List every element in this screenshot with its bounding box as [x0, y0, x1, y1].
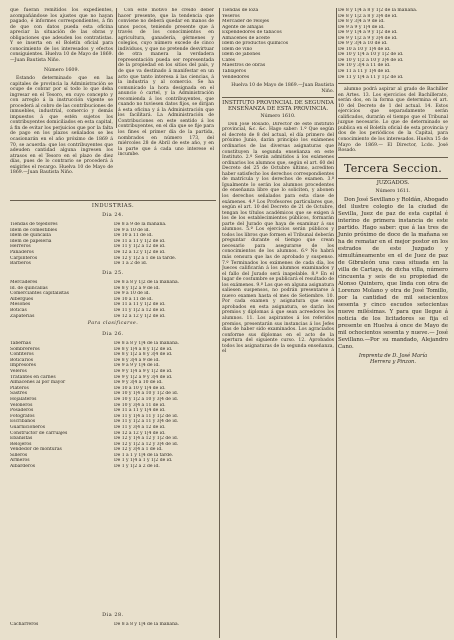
- col3-list: [222, 8, 334, 80]
- row-value: De 9 á 10 de id.: [114, 227, 150, 233]
- row-value: De 9 y 1|2 á 9 y 3|4 de id.: [114, 374, 173, 380]
- tercera-seccion-title: Tercera Seccion.: [343, 161, 443, 175]
- row-label: Boticarios: [10, 357, 34, 363]
- institute-number: Número 1610.: [260, 114, 296, 120]
- list-item: Cafés: [222, 57, 236, 63]
- list-item: De 10 á 10 y 1|4 de id.: [338, 46, 391, 52]
- day-25-label: Dia 25.: [102, 270, 124, 276]
- section-rule: [338, 157, 448, 158]
- row-value: De 8 y 3|4 á 9 de id.: [114, 357, 160, 363]
- list-item: Yeseros: [222, 13, 240, 19]
- list-item: De 8 y 1|2 á 8 y 3|4 de id.: [338, 13, 398, 19]
- row-label: Idem de quincalla: [10, 233, 51, 239]
- list-row: [10, 314, 216, 320]
- column-3: [222, 8, 334, 355]
- row-label: Impresores: [10, 363, 36, 369]
- list-item: De 10 y 1|2 á 10 y 3|4 de id.: [338, 57, 404, 63]
- row-label: Veleros: [10, 368, 27, 374]
- day-25-list: [10, 280, 216, 319]
- row-label: Tratantes en carnes: [10, 374, 56, 380]
- row-label: Constructor de carruajes: [10, 430, 68, 436]
- list-item: Idem de jabones: [222, 52, 261, 58]
- list-item: De 11 y 1|4 á 11 y 1|2 de id.: [338, 74, 404, 80]
- section-rule: [10, 200, 216, 201]
- row-value: De 12 y 1|2 á 12 y 3|4 de id.: [114, 441, 179, 447]
- row-value: De 1 á 2 de id.: [114, 261, 148, 267]
- list-item: Vendedores: [222, 74, 250, 80]
- day-28-list: [10, 622, 216, 628]
- list-item: Tiendas de loza: [222, 8, 259, 13]
- list-item: De 9 y 1|2 á 9 y 3|4 de id.: [338, 35, 398, 41]
- col4-text: alumno podrá aspirar al grado de Bachiller en Artes. 13. Los ejercicios del Bachillerato, serán dos, en la forma que determina el art. 10 del Decreto de 1 del actual. 14. Estos ejercicios que separadamente serán calificados, durarán el tiempo que el Tribunal juzgue necesario. Lo que de determinado se publica en el Boletín oficial de esta provincia y dos de los periódicos de la Capital, para conocimiento de los interesados. Huelva 15 de Mayo de 1869.— El Director, Lcdo. José Rosado.: [338, 87, 448, 154]
- day-26-label: Dia 26.: [102, 331, 124, 337]
- row-label: Carpinteros: [10, 255, 38, 261]
- list-item: De 8 y 1|4 á 8 y 1|2 de la mañana.: [338, 8, 418, 13]
- row-value: De 8 y 1|2 á 8 y 3|4 de id.: [114, 352, 173, 358]
- day-24-label: Dia 24.: [102, 212, 124, 218]
- day-28-label: Dia 28.: [102, 612, 124, 618]
- row-label: Sombrereros: [10, 346, 40, 352]
- imprenta-line-1: Imprenta de D. José María: [358, 352, 428, 359]
- row-value: De 12 á 12 y 1|4 de id.: [114, 430, 166, 436]
- row-label: Escribanos: [10, 419, 36, 425]
- row-label: Panaderos: [10, 249, 34, 255]
- col3-signature: Huelva 10 de Mayo de 1869.—Juan Bautista Niño.: [231, 83, 334, 94]
- row-label: Comerciantes capitalistas: [10, 291, 69, 297]
- row-value: De 8 á 8 y 1|4 de la mañana.: [114, 341, 180, 346]
- section-title: INDUSTRIAS.: [91, 203, 135, 209]
- col1-paragraph: que fueran remitidos los expedientes, acompañándose los ajustes que no hayan pagado, é informes correspondientes, á fin de que con datos pueda esta oficina apreciar la situación de las obras y obligaciones que adeuden los contratistas. Y se inserta en el Boletín oficial para conocimiento de los interesados y efectos consiguientes. Huelva 10 de Mayo de 1869.—Juan Bautista Niño.: [10, 8, 113, 63]
- row-value: De 10 á 11 de id.: [114, 296, 153, 302]
- row-label: Barberos: [10, 261, 31, 267]
- row-value: De 8 á 8 y 1|2 de la mañana.: [114, 280, 180, 285]
- row-value: De 11 á 11 y 1|2 de id.: [114, 238, 166, 244]
- list-item: De 8 y 3|4 á 9 de id.: [338, 19, 385, 25]
- row-value: De 9 y 3|4 á 10 de id.: [114, 380, 163, 386]
- row-label: Boticas: [10, 307, 27, 313]
- row-label: Albarderos: [10, 464, 36, 470]
- column-divider: [219, 8, 220, 638]
- row-label: Tabernas: [10, 341, 31, 346]
- column-4: [338, 8, 448, 366]
- row-value: De 11 á 11 y 1|4 de id.: [114, 408, 166, 414]
- row-label: Plateros: [10, 385, 29, 391]
- list-item: De 11 á 11 y 1|4 de id.: [338, 69, 391, 75]
- row-label: Confiteros: [10, 352, 34, 358]
- column-2-top: [118, 8, 214, 158]
- section-rule: [338, 178, 448, 179]
- list-item: De 9 y 1|4 á 9 y 1|2 de id.: [338, 30, 398, 36]
- row-value: De 10 y 1|4 á 10 y 1|2 de id.: [114, 391, 179, 397]
- list-item: Idem de vino: [222, 46, 253, 52]
- column-1-top: [10, 8, 113, 176]
- list-item: De 9 á 9 y 1|4 de id.: [338, 24, 385, 30]
- col1-paragraph-2: Estando determinado que en las capitales de provincia la Administración se ocupe de cobrar por sí todo lo que deba ingresar en el Tesoro, en cuyo concepto y con arreglo á la instrucción vigente se procederá al cobro de las contribuciones de inmuebles, industrial, comercio y demás impuestos á que estén sujetos los contribuyentes domiciliados en esta capital, á fin de evitar los perjuicios que por la falta de pago en los plazos señalados se les ocasionarán en el año próximo de 1869 á 70, se acuerda: que los contribuyentes que adeuden cantidad alguna ingresen los atrasos en el Tesoro en el plazo de diez días, pues de lo contrario se procederá á exigirles el recargo. Huelva 10 de Mayo de 1869.—Juan Bautista Niño.: [10, 76, 113, 176]
- list-row: [10, 622, 216, 628]
- row-value: De 10 y 1|2 á 10 y 3|4 de id.: [114, 396, 179, 402]
- imprenta-line-2: Herrera y Pinzon.: [370, 359, 416, 366]
- row-value: De 8 á 8 y 1|4 de la mañana.: [114, 622, 180, 627]
- column-divider: [336, 8, 337, 638]
- para-clasificarse: Para clasificarse.: [87, 321, 139, 326]
- row-label: Mercaderes: [10, 280, 38, 285]
- row-label: Zapaterías: [10, 313, 35, 319]
- list-item: De 10 y 3|4 á 11 de id.: [338, 63, 391, 69]
- row-value: De 11 y 3|4 á 12 de id.: [114, 424, 166, 430]
- list-row: [10, 261, 216, 267]
- juzgados-title: JUZGADOS.: [376, 179, 410, 186]
- row-label: Tiendas de tejedores: [10, 222, 58, 227]
- row-label: Herreros: [10, 244, 31, 250]
- row-value: De 12 á 12 y 1|2 de id.: [114, 313, 166, 319]
- row-label: Vendedor de monturas: [10, 447, 62, 453]
- section-rule: [222, 97, 334, 98]
- row-value: De 11 y 1|2 á 11 y 3|4 de id.: [114, 419, 179, 425]
- row-value: De 1 á 1 y 1|4 de la tarde.: [114, 452, 174, 458]
- row-value: De 11 y 1|4 á 11 y 1|2 de id.: [114, 413, 179, 419]
- row-value: De 8 y 1|2 á 9 de id.: [114, 285, 160, 291]
- row-value: De 12 y 3|4 á 1 de id.: [114, 447, 163, 453]
- row-label: Guarnicioneros: [10, 424, 46, 430]
- list-item: De 9 y 3|4 á 10 de id.: [338, 41, 388, 47]
- col1-number: Número 1609.: [43, 68, 80, 74]
- list-item: Maestros de obras: [222, 63, 266, 69]
- juzgados-number: Número 1611.: [375, 189, 411, 195]
- list-item: Tablajeros: [222, 69, 247, 75]
- juzgados-text: Don José Sevillano y Roldán, Abogado del ilustre colegio de la ciudad de Sevilla, Juez de paz de esta capital é interino de primera instancia de este partido. Hago saber: que á las tres de Junio próximo de doce de la mañana se ha de rematar en el mejor postor en los estrados de este Juzgado y simultáneamente en el de Juez de paz de Gibraleón una casa situada en la villa de Cartaya, de dicha villa, número cincuenta y seis de su propiedad de Alonso Quintero, que linda con otra de Lorenzo Molano y otra de José Tomillo, por la cantidad de mil seiscientos sesenta y cinco escudos setecientas nueve milésimas. Y para que llegue á noticia de los licitadores se fija el presente en Huelva á once de Mayo de mil ochocientos sesenta y nueve.— José Sevillano.—Por su mandado, Alejandro Cano.: [338, 196, 448, 350]
- list-item: Almacenes de aceite: [222, 35, 270, 41]
- row-value: De 1 y 1|4 á 1 y 1|2 de id.: [114, 458, 173, 464]
- list-item: Idem de productos químicos: [222, 41, 289, 47]
- col2-paragraph: Con este motivo he creído deber hacer presente, que la tendencia que conviene no deberá quedar en manos de unos pocos, teniendo presente que á través de los conocimientos en agricultura, ganadería, gérmenes y colegios, cuyo número excede de cinco individuos, y que no pretende desvirtuar de otra manera la verdadera representación pueda ser representada de la propiedad en los sitios del país, y de que va destinado á manifestar en un acto que tanto interesa á las ciencias, á la industria y al comercio. Se ha comunicado la hora designada en el anuncio ó cartel, y la Administración recomienda á los contribuyentes, que cuando no tuviesen datos fijos, se dirijan á esta oficina y á la Administración que los facilitará. La Administración de Contribuciones en este sentido á los contribuyentes, en el día que se fije para los fines el primer día de la partida, nombrados en número 173, del miércoles 28 de Abril de este año, y en la parte que á cada uno interese el incumbe.: [118, 8, 214, 158]
- row-label: Almacenes al por mayor: [10, 380, 66, 386]
- list-item: Agente de alhajas: [222, 24, 264, 30]
- row-label: Ebanistas: [10, 436, 33, 442]
- row-label: Armeros: [10, 458, 30, 464]
- day-24-list: [10, 222, 216, 267]
- column-divider: [116, 8, 117, 128]
- row-label: Id. de quincallas: [10, 285, 48, 291]
- institute-text: Don José Rosado, Director de este Instituto provincial, &c. &c. Hago saber: 1.º Que según el decreto de 8 del actual, el día primero del próximo Junio, darán principio los exámenes ordinarios de las diversas asignaturas que constituyen la segunda enseñanza en este Instituto. 2.º Serán admitidos á los exámenes ordinarios los alumnos que, según el art. 60 del Decreto del 25 de Octubre último, acrediten haber satisfecho los derechos correspondientes de matrícula y los derechos de examen. 3.º Igualmente lo serán los alumnos procedentes de enseñanza libre que lo soliciten, y abonen los derechos señalados para esta clase de exámenes. 4.º Los Profesores particulares que, según el art. 10 del Decreto de 21 de Octubre, tengan los títulos académicos que se exigen á los de los establecimientos públicos, formarán parte del Jurado que haya de examinar á sus alumnos. 5.º Los ejercicios serán públicos y todos los libros que formen el Tribunal deberán preguntar durante el tiempo que crean necesario para asegurarse de los conocimientos de los alumnos. 6.º No habrá más censura que las de aprobado y suspenso. 7.º Terminados los exámenes de cada día, los Jueces calificarán á los alumnos examinados y el fallo del Jurado será inapelable. 8.º En el lugar de costumbre se publicará el resultado de los exámenes. 9.º Los que en alguna asignatura saliesen suspensos, no podrán presentarse á nuevo examen hasta el mes de Setiembre. 10. Por cada examen y asignatura que sean aprobados en esta asignatura, se darán los premios y diplomas á que sean acreedores los alumnos. 11. Los aspirantes á los referidos premios, presentarán sus instancias á los Jefes dias de haber sido examinados. Los agraciados conforme sus diplomas en el acto de la apertura del siguiente curso. 12. Aprobados todos los asignaturas de la segunda enseñanza, el: [222, 121, 334, 355]
- row-value: De 12 y 1|4 á 12 y 1|2 de id.: [114, 436, 179, 442]
- row-value: De 10 y 3|4 á 11 de id.: [114, 402, 166, 408]
- row-label: Cacharreros: [10, 622, 39, 627]
- row-value: De 10 á 10 y 1|4 de id.: [114, 385, 166, 391]
- list-item: De 10 y 1|4 á 10 y 1|2 de id.: [338, 52, 404, 58]
- row-value: De 9 á 9 y 1|4 de id.: [114, 363, 160, 369]
- day-26-list: [10, 341, 216, 470]
- row-value: De 11 y 1|2 á 12 de id.: [114, 307, 166, 313]
- row-value: De 12 y 1|2 á 1 de la tarde.: [114, 255, 177, 261]
- row-value: De 12 á 12 y 1|2 de id.: [114, 249, 166, 255]
- row-label: Veloneros: [10, 402, 33, 408]
- row-value: De 9 á 10 de id.: [114, 291, 150, 297]
- row-value: De 9 y 1|4 á 9 y 1|2 de id.: [114, 368, 173, 374]
- col4-list: [338, 8, 448, 80]
- row-label: Posaderos: [10, 408, 34, 414]
- row-label: Albergues: [10, 296, 34, 302]
- row-value: De 11 y 1|2 á 12 de id.: [114, 244, 166, 250]
- row-value: De 8 á 9 de la mañana.: [114, 222, 167, 227]
- row-value: De 10 á 11 de id.: [114, 233, 153, 239]
- list-item: Mercader de relojes: [222, 19, 270, 25]
- row-label: Sastres: [10, 391, 28, 397]
- row-label: Hojalateros: [10, 396, 37, 402]
- section-rule: [338, 83, 448, 84]
- row-value: De 11 á 11 y 1|2 de id.: [114, 302, 166, 308]
- row-value: De 8 y 1|4 á 8 y 1|2 de id.: [114, 346, 173, 352]
- row-label: Fotógrafos: [10, 413, 35, 419]
- row-label: Silleros: [10, 452, 28, 458]
- row-label: Relojeros: [10, 441, 32, 447]
- institute-title: INSTITUTO PROVINCIAL DE SEGUNDA ENSEÑANZA DE ESTA PROVINCIA.: [222, 100, 334, 112]
- row-value: De 1 y 1|2 á 2 de id.: [114, 464, 160, 470]
- row-label: Mesones: [10, 302, 31, 308]
- row-label: Idem de comestibles: [10, 227, 58, 233]
- list-item: Expendedores de tabacos: [222, 30, 282, 36]
- list-row: [10, 464, 216, 470]
- row-label: Idem de papelería: [10, 238, 52, 244]
